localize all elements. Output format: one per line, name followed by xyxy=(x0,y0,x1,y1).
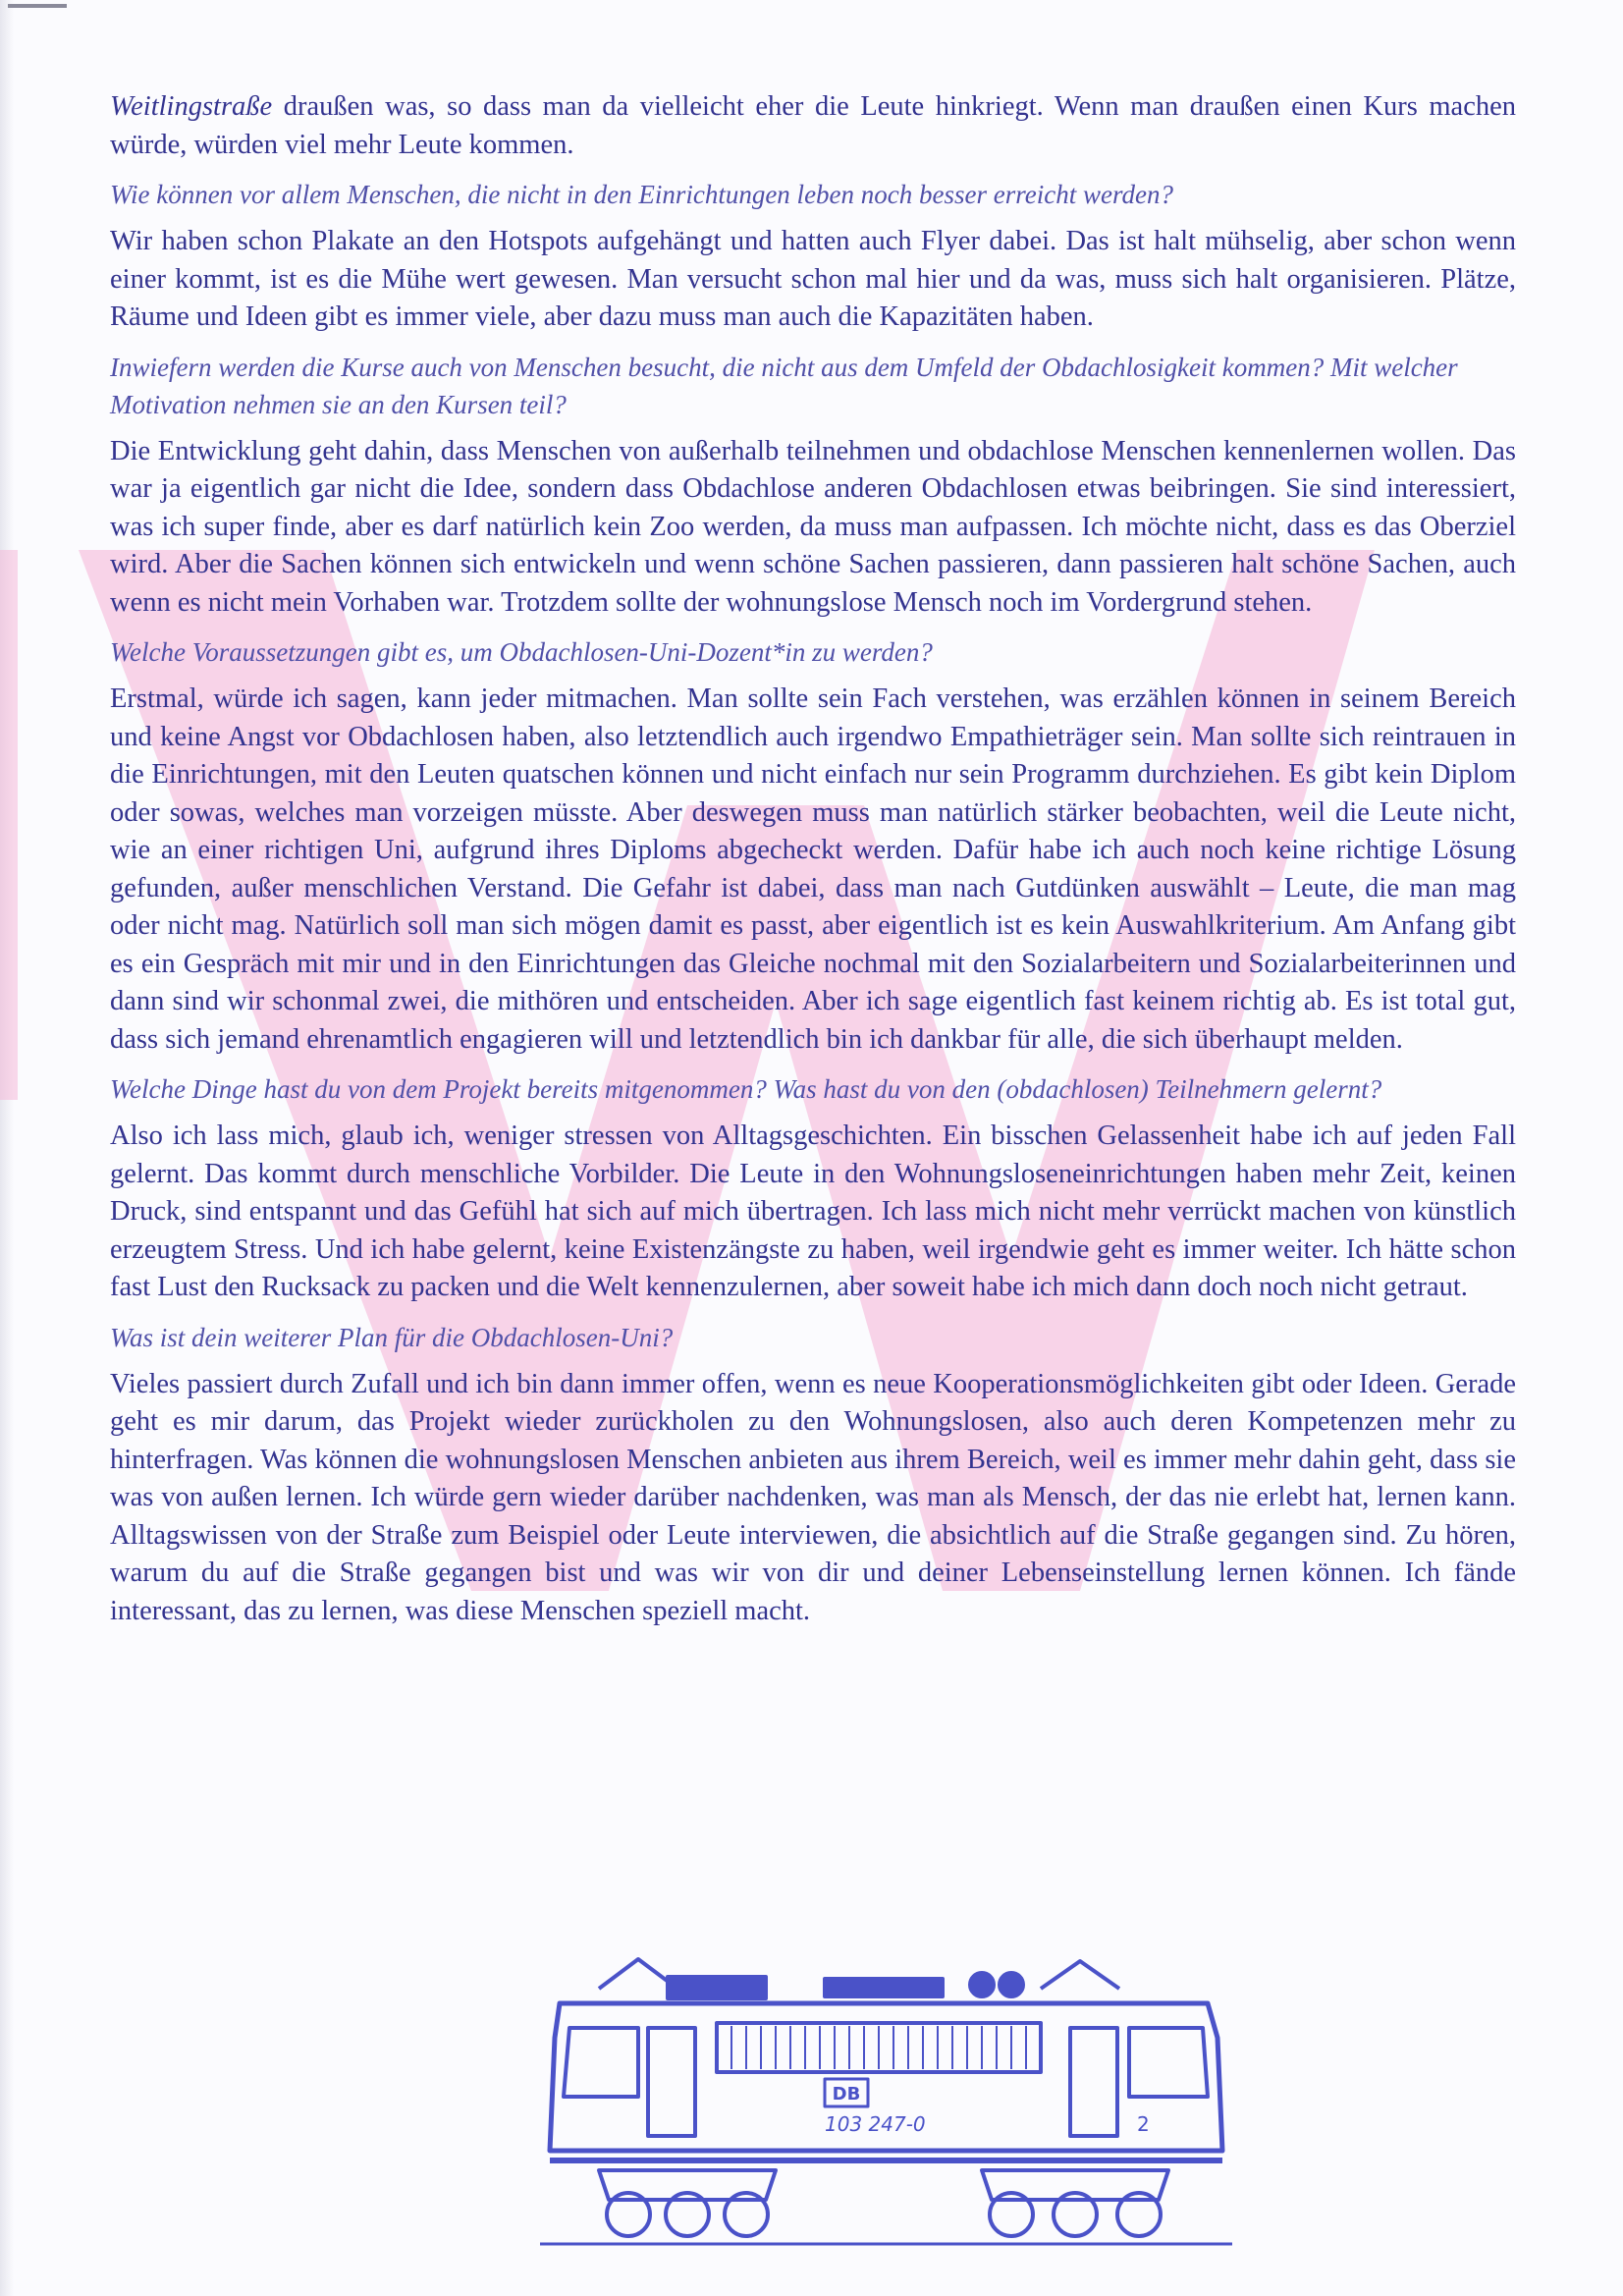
side-number: 2 xyxy=(1137,2112,1150,2136)
cab-window-right xyxy=(1129,2028,1208,2097)
answer-paragraph-2: Wir haben schon Plakate an den Hotspots aufgehängt und hatten auch Flyer dabei. Das ist halt mühselig, aber schon wenn einer kommt, ist es die Mühe wert gewesen. Man versucht schon mal hier und da was, muss sich halt organisieren. Plätze, Räume und Ideen gibt es immer viele, aber dazu muss man auch die Kapazitäten haben. xyxy=(110,226,1516,332)
pantograph-right xyxy=(1041,1961,1119,1989)
question-4: Welche Dinge hast du von dem Projekt bereits mitgenommen? Was hast du von den (obdachlosen) Teilnehmern gelernt? xyxy=(110,1074,1382,1104)
locomotive-drawing xyxy=(530,1949,1237,2254)
watermark-left-bar xyxy=(0,550,18,1100)
roof-dome-1 xyxy=(970,1973,994,1996)
answer-paragraph-1 xyxy=(110,88,1516,164)
door-right xyxy=(1070,2028,1117,2136)
question-1: Wie können vor allem Menschen, die nicht in den Einrichtungen leben noch besser erreicht werden? xyxy=(110,180,1173,209)
answer-paragraph-4: Erstmal, würde ich sagen, kann jeder mitmachen. Man sollte sein Fach verstehen, was erzählen können in seinem Bereich und keine Angst vor Obdachlosen haben, also letztendlich auch irgendwo Empathieträger sein. Man sollte sich reintrauen in die Einrichtungen, mit den Leuten quatschen können und nicht einfach nur sein Programm durchziehen. Es gibt kein Diplom oder sowas, welches man vorzeigen müsste. Aber deswegen muss man natürlich stärker beobachten, weil die Leute nicht, wie an einer richtigen Uni, aufgrund ihres Diploms abgecheckt werden. Dafür habe ich auch noch keine richtige Lösung gefunden, außer menschlichen Verstand. Die Gefahr ist dabei, dass man nach Gutdünken auswählt – Leute, die man mag oder nicht mag. Natürlich soll man sich mögen damit es passt, aber eigentlich ist es kein Auswahlkriterium. Am Anfang gibt es ein Gespräch mit mir und in den Einrichtungen das Gleiche nochmal mit den Sozialarbeitern und Sozialarbeiterinnen und dann sind wir schonmal zwei, die mithören und entscheiden. Aber ich sage eigentlich fast keinem richtig ab. Es ist total gut, dass sich jemand ehrenamtlich engagieren will und letztendlich bin ich dankbar für alle, die sich überhaupt melden. xyxy=(110,683,1516,1055)
answer-paragraph-3: Die Entwicklung geht dahin, dass Menschen von außerhalb teilnehmen und obdachlose Menschen kennenlernen wollen. Das war ja eigentlich gar nicht die Idee, sondern dass Obdachlose anderen Obdachlosen etwas beibringen. Sie sind interessiert, was ich super finde, aber es darf natürlich kein Zoo werden, da muss man aufpassen. Ich möchte nicht, dass es das Oberziel wird. Aber die Sachen können sich entwickeln und wenn schöne Sachen passieren, dann passieren halt schöne Sachen, auch wenn es nicht mein Vorhaben war. Trotzdem sollte der wohnungslose Mensch noch im Vordergrund stehen. xyxy=(110,435,1516,618)
answer-text-1: draußen was, so dass man da vielleicht eher die Leute hinkriegt. Wenn man draußen einen Kurs machen würde, würden viel mehr Leute kommen. xyxy=(110,91,1516,160)
roof-box-mid xyxy=(825,1979,943,1996)
bogie-left xyxy=(599,2170,776,2200)
door-left xyxy=(648,2028,695,2136)
scan-corner-mark xyxy=(8,4,67,8)
question-2: Inwiefern werden die Kurse auch von Menschen besucht, die nicht aus dem Umfeld der Obdachlosigkeit kommen? Mit welcher Motivation nehmen sie an den Kursen teil? xyxy=(110,352,1458,419)
bogie-right xyxy=(982,2170,1168,2200)
grille-lines xyxy=(731,2026,1026,2069)
answer-paragraph-6: Vieles passiert durch Zufall und ich bin dann immer offen, wenn es neue Kooperationsmöglichkeiten gibt oder Ideen. Gerade geht es mir darum, das Projekt wieder zurückholen zu den Wohnungslosen, also auch deren Kompetenzen mehr zu hinterfragen. Was können die wohnungslosen Menschen anbieten aus ihrem Bereich, weil es immer mehr dahin geht, dass sie was von außen lernen. Ich würde gern wieder darüber nachdenken, was man als Mensch, der das nie erlebt hat, lernen kann. Alltagswissen von der Straße zum Beispiel oder Leute interviewen, die absichtlich auf die Straße gegangen sind. Zu hören, warum du auf die Straße gegangen bist und was wir von dir und deiner Lebenseinstellung lernen können. Ich fände interessant, das zu lernen, was diese Menschen speziell macht. xyxy=(110,1368,1516,1626)
question-5: Was ist dein weiterer Plan für die Obdachlosen-Uni? xyxy=(110,1322,674,1352)
article-body xyxy=(110,88,1516,1642)
roof-box-left xyxy=(668,1977,766,1998)
cab-window-left xyxy=(564,2028,638,2097)
question-3: Welche Voraussetzungen gibt es, um Obdachlosen-Uni-Dozent*in zu werden? xyxy=(110,637,933,667)
db-logo: DB xyxy=(832,2084,861,2105)
loco-number: 103 247-0 xyxy=(825,2112,926,2136)
answer-paragraph-5: Also ich lass mich, glaub ich, weniger stressen von Alltagsgeschichten. Ein bisschen Gelassenheit habe ich auf jeden Fall gelernt. Das kommt durch menschliche Vorbilder. Die Leute in den Wohnungsloseneinrichtungen haben mehr Zeit, keinen Druck, sind entspannt und das Gefühl hat sich auf mich übertragen. Ich lass mich nicht mehr verrückt machen von künstlich erzeugtem Stress. Und ich habe gelernt, keine Existenzängste zu haben, weil irgendwie geht es immer weiter. Ich hätte schon fast Lust den Rucksack zu packen und die Welt kennenzulernen, aber soweit habe ich mich dann doch noch nicht getraut. xyxy=(110,1121,1516,1302)
roof-dome-2 xyxy=(1000,1973,1023,1996)
street-name: Weitlingstraße xyxy=(110,91,273,122)
